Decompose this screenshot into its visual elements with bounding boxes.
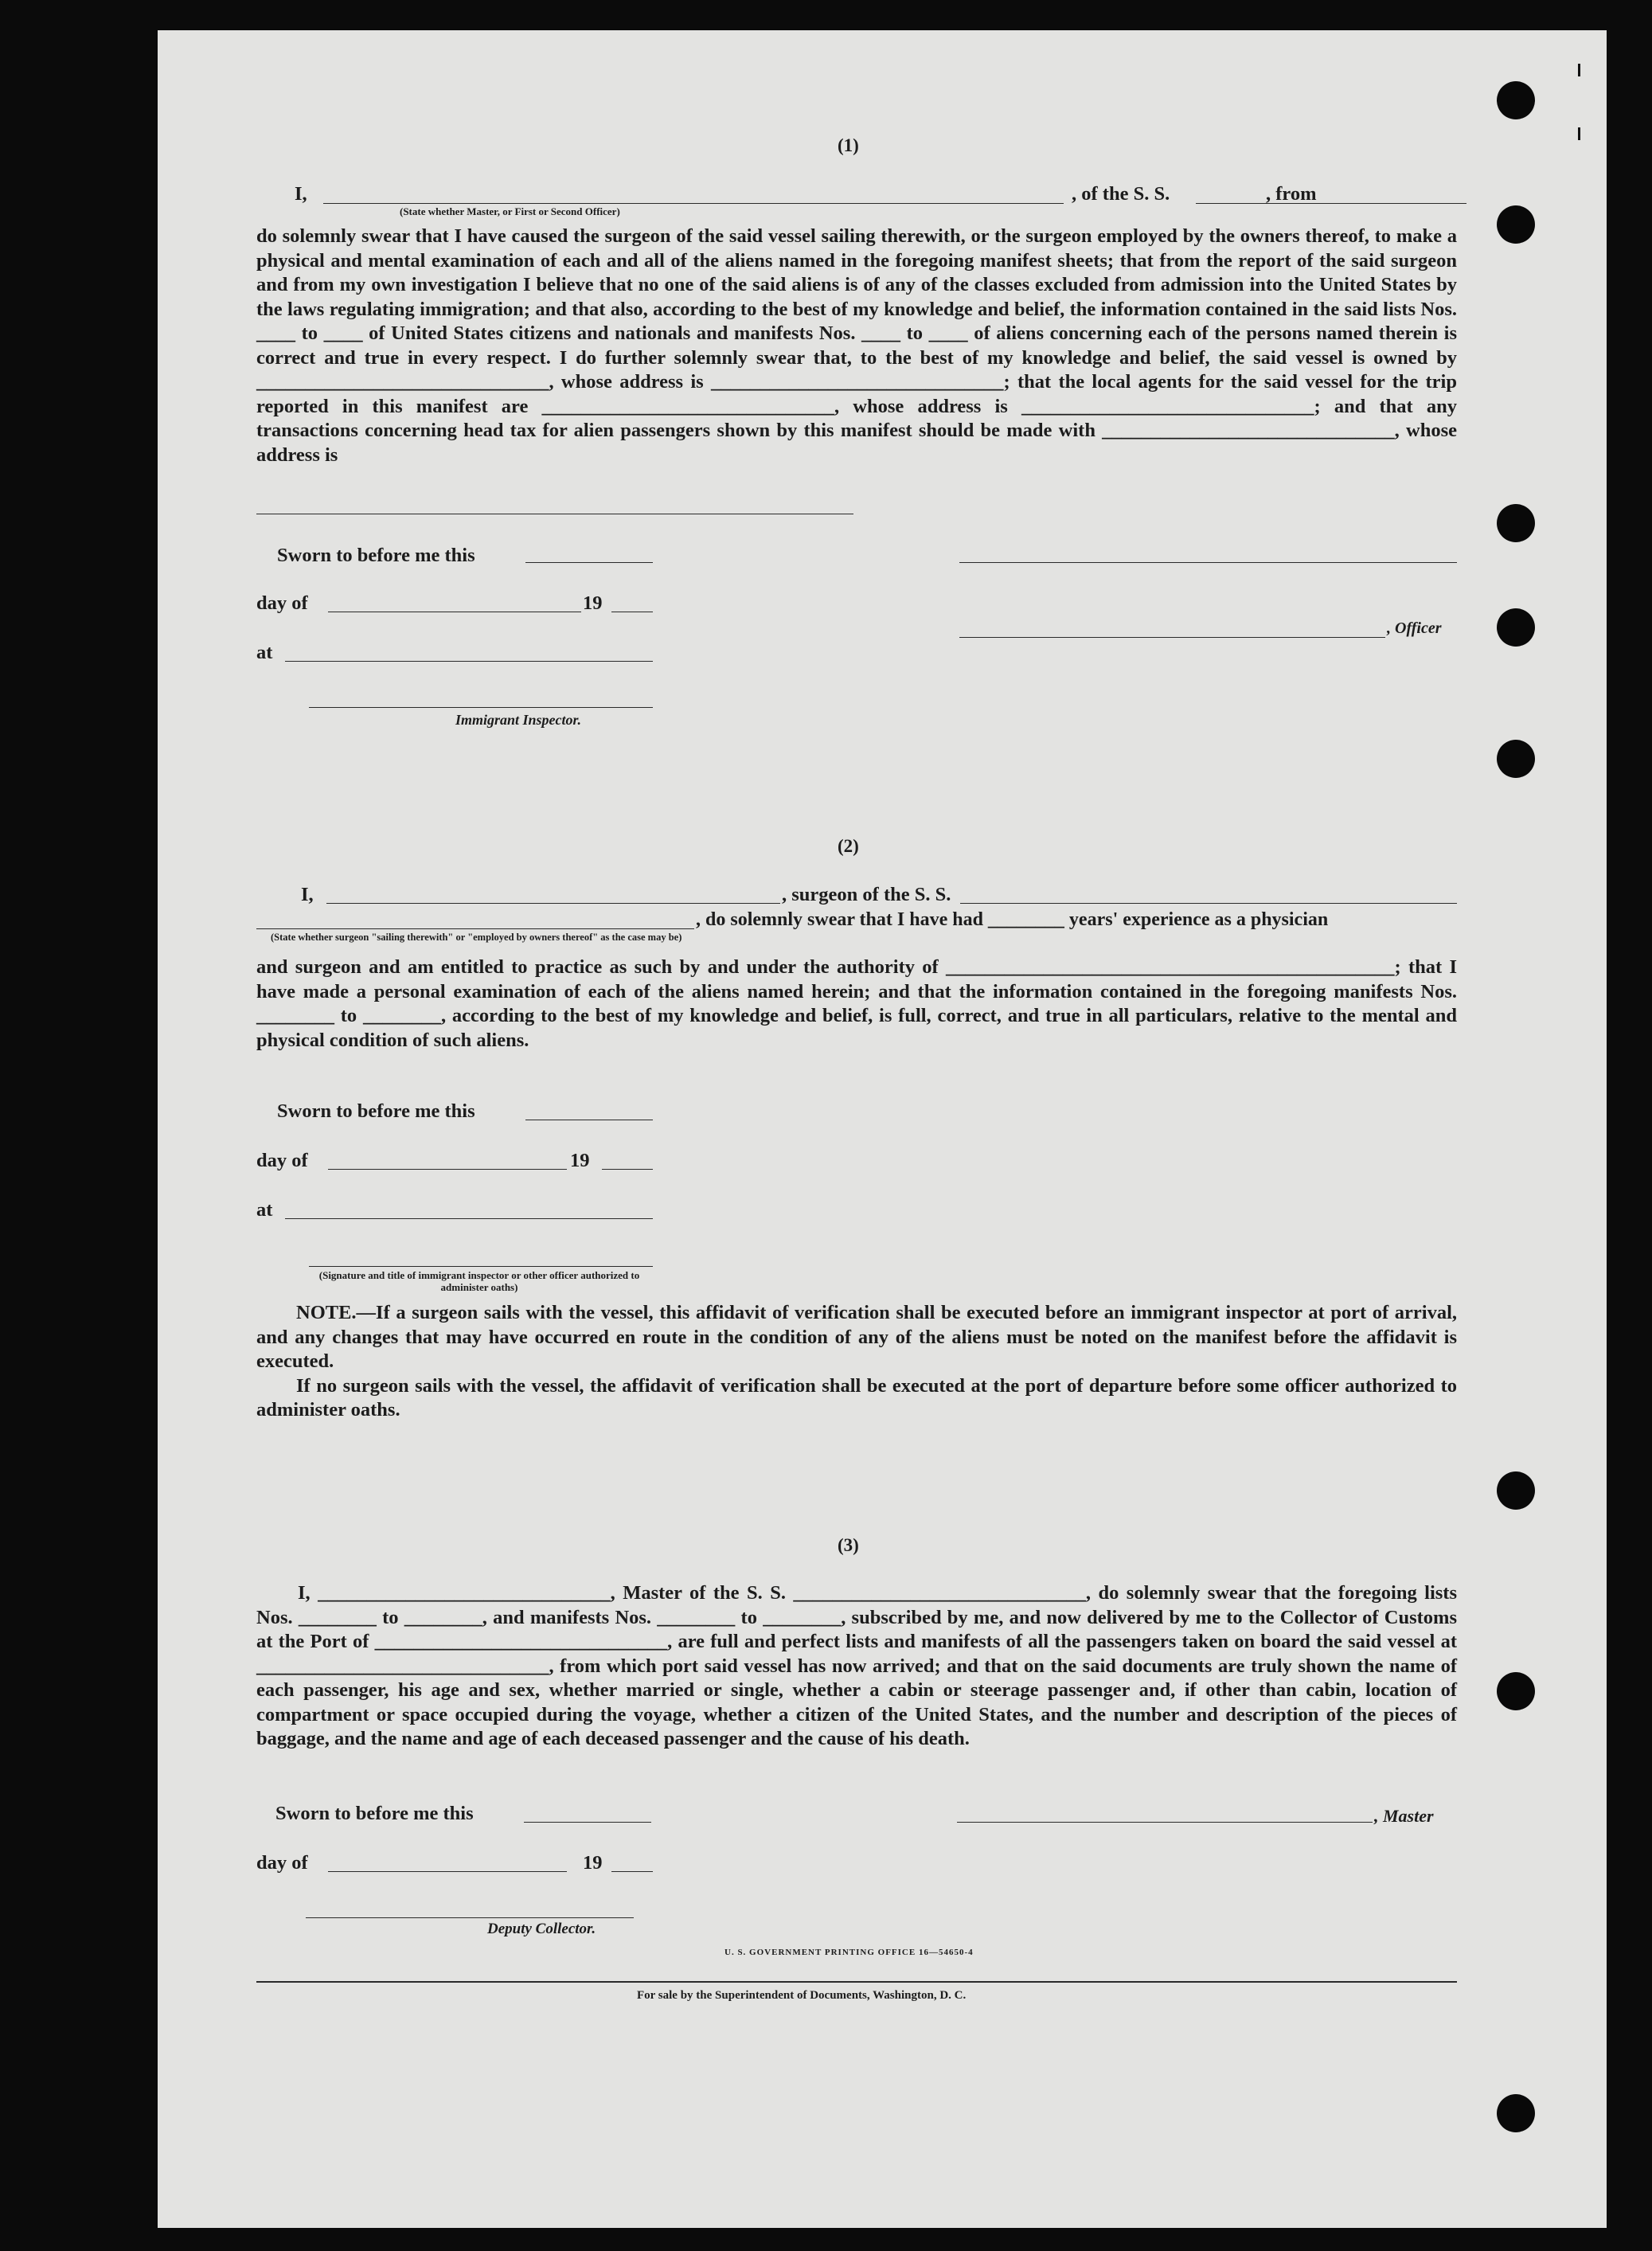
day-of-label: day of xyxy=(256,1852,308,1874)
sworn-label: Sworn to before me this xyxy=(275,1803,474,1824)
edge-tick xyxy=(1578,127,1580,140)
sworn-label: Sworn to before me this xyxy=(277,545,475,566)
signature-note: (Signature and title of immigrant inspector or other officer authorized to administer oaths) xyxy=(318,1269,640,1293)
year-label: 19 xyxy=(583,1852,603,1874)
year-label: 19 xyxy=(583,592,603,614)
collector-label: Deputy Collector. xyxy=(487,1921,596,1937)
year-field[interactable] xyxy=(611,1871,653,1872)
surgeon-vessel-field[interactable] xyxy=(960,903,1457,904)
note-block xyxy=(256,1301,1457,1423)
surgeon-line-1 xyxy=(301,884,314,906)
day-row xyxy=(256,592,308,615)
officer-label: , Officer xyxy=(1387,619,1442,637)
section3-oath-text: I, ______________________________, Master of the S. S. ______________________________, do solemnly swear that the foregoing lists Nos. ________ to ________, and manifests Nos. ________ to ________, subscribed by me, and now delivered by me to the Collector of Customs at the Port of ______________________________, are full and perfect lists and manifests of all the passengers taken on board the said vessel at ______________________________, from which port said vessel has now arrived; and that on the said documents are truly shown the name of each passenger, his age and sex, whether married or single, whether a cabin or steerage passenger and, if other than cabin, location of compartment or space occupied during the voyage, whether a citizen of the United States, and the number and description of the pieces of baggage, and the name and age of each deceased passenger and the cause of his death. xyxy=(256,1582,1457,1749)
officer-signature-field-2[interactable] xyxy=(959,637,1385,638)
from-label: , from xyxy=(1266,183,1317,205)
day-field[interactable] xyxy=(328,1169,567,1170)
officer-note: (State whether Master, or First or Second Officer) xyxy=(400,205,620,217)
sworn-row xyxy=(277,545,475,567)
surgeon-note: (State whether surgeon "sailing therewith" or "employed by owners thereof" as the case may be) xyxy=(271,932,682,943)
gpo-imprint: U. S. GOVERNMENT PRINTING OFFICE 16—54650-4 xyxy=(724,1948,974,1957)
surgeon-of-ss: , surgeon of the S. S. xyxy=(782,884,951,905)
section-number: (2) xyxy=(838,836,859,856)
at-label: at xyxy=(256,1199,273,1221)
section1-oath-text: do solemnly swear that I have caused the surgeon of the said vessel sailing therewith, or the surgeon employed by the owners thereof, to make a physical and mental examination of each and all of the aliens named in the foregoing manifest sheets; that from the report of the said surgeon and from my own investigation I believe that no one of the said aliens is of any of the classes excluded from admission into the United States by the laws regulating immigration; and that also, according to the best of my knowledge and belief, the information contained in the said lists Nos. ____ to ____ of United States citizens and nationals and manifests Nos. ____ to ____ of aliens concerning each of the persons named therein is correct and true in every respect. I do further solemnly swear that, to the best of my knowledge and belief, the said vessel is owned by ______________________________, whose address is ______________________________; that the local agents for the said vessel for the trip reported in this manifest are ______________________________, whose address is ______________________________; and that any transactions concerning head tax for alien passengers shown by this manifest should be made with ______________________________, whose address is xyxy=(256,225,1457,466)
binder-hole xyxy=(1497,504,1535,542)
of-the-ss: , of the S. S. xyxy=(1072,183,1170,205)
sworn-row xyxy=(275,1803,474,1825)
officer-signature-field[interactable] xyxy=(959,562,1457,563)
year-field[interactable] xyxy=(602,1169,653,1170)
at-field[interactable] xyxy=(285,661,653,662)
section2-oath-body xyxy=(256,956,1457,1053)
oath-opening: I, xyxy=(295,183,307,205)
year-label: 19 xyxy=(570,1150,590,1171)
section2-oath-text: and surgeon and am entitled to practice as such by and under the authority of ______________________________________________; that I have made a personal examination of each of the aliens named herein; and that the information contained in the foregoing manifests Nos. ________ to ________, according to the best of my knowledge and belief, is full, correct, and true in all particulars, relative to the mental and physical condition of such aliens. xyxy=(256,956,1457,1051)
day-of-label: day of xyxy=(256,592,308,614)
binder-hole xyxy=(1497,740,1535,778)
binder-hole xyxy=(1497,205,1535,244)
day-row xyxy=(256,1150,308,1172)
master-label: , Master xyxy=(1374,1806,1434,1826)
oath-opening: I, xyxy=(301,884,314,905)
binder-hole xyxy=(1497,2094,1535,2132)
day-row xyxy=(256,1852,308,1874)
binder-hole xyxy=(1497,608,1535,647)
at-row xyxy=(256,1199,272,1221)
section-number: (1) xyxy=(838,135,859,155)
day-of-label: day of xyxy=(256,1150,308,1171)
binder-hole xyxy=(1497,1471,1535,1510)
from-field[interactable] xyxy=(1328,203,1449,204)
sworn-row xyxy=(277,1100,475,1123)
binder-hole xyxy=(1497,81,1535,119)
officer-title-field[interactable] xyxy=(323,203,1064,204)
section-number: (3) xyxy=(838,1535,859,1555)
surgeon-status-field[interactable] xyxy=(256,928,694,929)
surgeon-line-2: , do solemnly swear that I have had ________ years' experience as a physician xyxy=(696,909,1329,930)
master-signature-field[interactable] xyxy=(957,1822,1373,1823)
inspector-signature-field[interactable] xyxy=(309,707,653,708)
sworn-label: Sworn to before me this xyxy=(277,1100,475,1122)
edge-tick xyxy=(1578,64,1580,76)
inspector-signature-field[interactable] xyxy=(309,1266,653,1267)
note-text-2: If no surgeon sails with the vessel, the affidavit of verification shall be executed at the port of departure before some officer authorized to administer oaths. xyxy=(256,1374,1457,1421)
collector-signature-field[interactable] xyxy=(306,1917,634,1918)
sworn-day-field[interactable] xyxy=(524,1822,651,1823)
day-field[interactable] xyxy=(328,1871,567,1872)
section3-oath-body xyxy=(256,1581,1457,1752)
at-field[interactable] xyxy=(285,1218,653,1219)
surgeon-name-field[interactable] xyxy=(326,903,780,904)
binder-hole xyxy=(1497,1672,1535,1710)
sworn-day-field[interactable] xyxy=(525,562,653,563)
sale-notice: For sale by the Superintendent of Documents, Washington, D. C. xyxy=(637,1989,967,2002)
footer-rule xyxy=(256,1981,1457,1983)
inspector-label: Immigrant Inspector. xyxy=(455,712,582,728)
note-text: NOTE.—If a surgeon sails with the vessel, this affidavit of verification shall be executed before an immigrant inspector at port of arrival, and any changes that may have occurred en route in the condition of any of the aliens must be noted on the manifest before the affidavit is executed. xyxy=(256,1302,1457,1372)
at-label: at xyxy=(256,642,273,663)
section1-oath-body xyxy=(256,225,1457,467)
at-row xyxy=(256,642,272,664)
